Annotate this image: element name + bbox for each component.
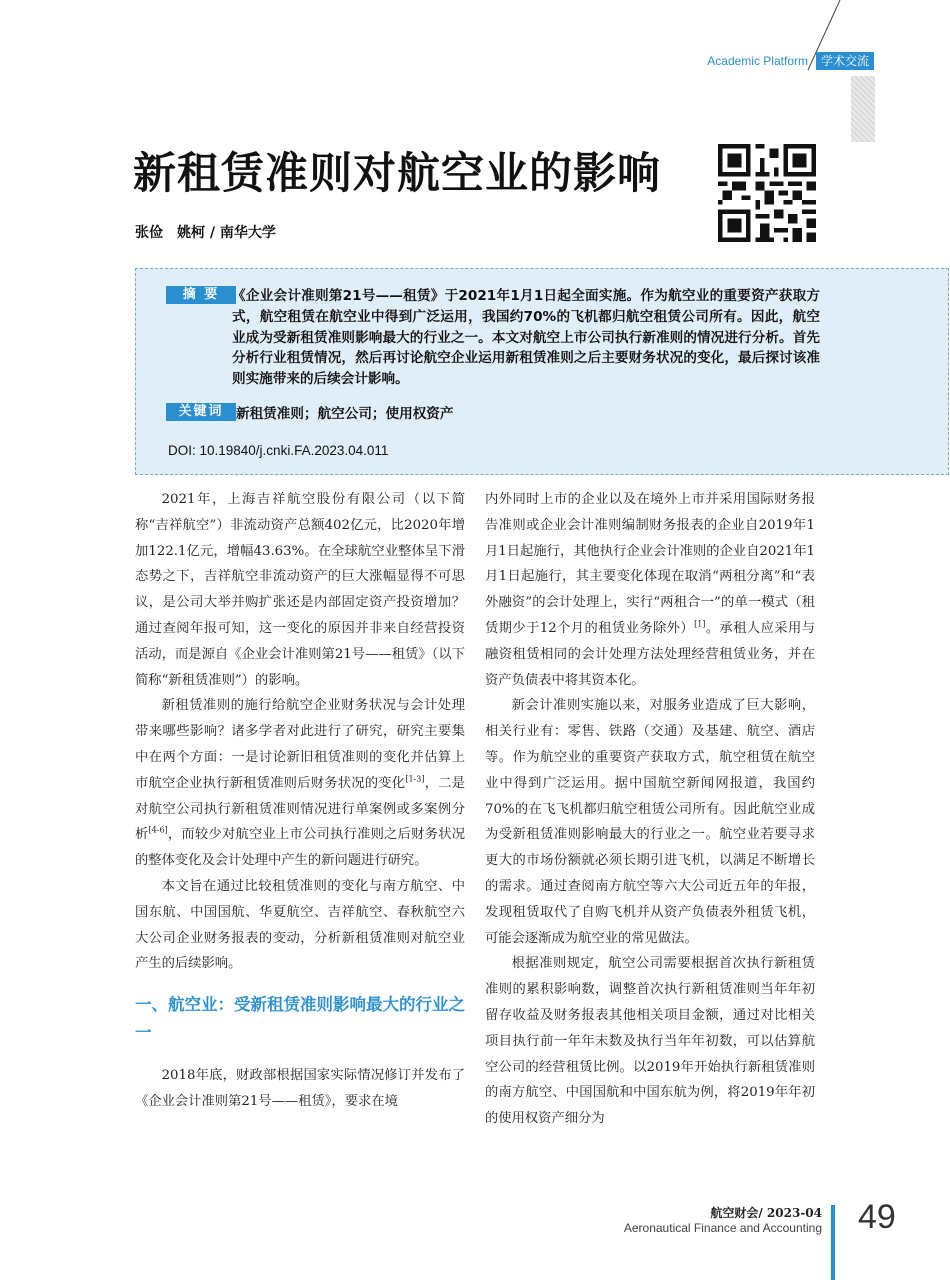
qr-code-icon — [718, 144, 816, 242]
body-paragraph: 2018年底，财政部根据国家实际情况修订并发布了《企业会计准则第21号——租赁》，要求在境 — [135, 1068, 465, 1109]
body-paragraph: 内外同时上市的企业以及在境外上市并采用国际财务报告准则或企业会计准则编制财务报表的企业自2019年1月1日起施行，其他执行企业会计准则的企业自2021年1月1日起施行，其主要变化体现在取消“两租分离”和“表外融资”的会计处理上，实行“两租合一”的单一模式（租赁期少于12个月的租赁业务除外）[1]。承租人应采用与融资租赁相同的会计处理方法处理经营租赁业务，并在资产负债表中将其资本化。 — [485, 492, 815, 688]
footer-journal-en: Aeronautical Finance and Accounting — [623, 1221, 822, 1235]
abstract-label: 摘 要 — [166, 286, 236, 304]
header-cn-label: 学术交流 — [816, 52, 874, 70]
doi-text: DOI: 10.19840/j.cnki.FA.2023.04.011 — [168, 443, 389, 458]
abstract-text: 《企业会计准则第21号——租赁》于2021年1月1日起全面实施。作为航空业的重要资产获取方式，航空租赁在航空业中得到广泛运用，我国约70%的飞机都归航空租赁公司所有。因此，航空业成为受新租赁准则影响最大的行业之一。本文对航空上市公司执行新准则的情况进行分析。首先分析行业租赁情况，然后再讨论航空企业运用新租赁准则之后主要财务状况的变化，最后探讨该准则实施带来的后续会计影响。 — [232, 288, 820, 388]
body-paragraph: 2021年，上海吉祥航空股份有限公司（以下简称“吉祥航空”）非流动资产总额402亿元，比2020年增加122.1亿元，增幅43.63%。在全球航空业整体呈下滑态势之下，吉祥航空非流动资产的巨大涨幅显得不可思议，是公司大举并购扩张还是内部固定资产投资增加？通过查阅年报可知，这一变化的原因并非来自经营投资活动，而是源自《企业会计准则第21号——租赁》（以下简称“新租赁准则”）的影响。 — [135, 492, 465, 688]
body-paragraph: 新租赁准则的施行给航空企业财务状况与会计处理带来哪些影响？诸多学者对此进行了研究，研究主要集中在两个方面：一是讨论新旧租赁准则的变化并估算上市航空企业执行新租赁准则后财务状况的变化[1-3]，二是对航空公司执行新租赁准则情况进行单案例或多案例分析[4-6]，而较少对航空业上市公司执行准则之后财务状况的整体变化及会计处理中产生的新问题进行研究。 — [135, 698, 466, 869]
body-paragraph: 新会计准则实施以来，对服务业造成了巨大影响，相关行业有：零售、铁路（交通）及基建、航空、酒店等。作为航空业的重要资产获取方式，航空租赁在航空业中得到广泛运用。据中国航空新闻网报道，我国约70%的在飞飞机都归航空租赁公司所有。因此航空业成为受新租赁准则影响最大的行业之一。航空业若要寻求更大的市场份额就必须长期引进飞机，以满足不断增长的需求。通过查阅南方航空等六大公司近五年的年报，发现租赁取代了自购飞机并从资产负债表外租赁飞机，可能会逐渐成为航空业的常见做法。 — [485, 698, 815, 946]
header-en-label: Academic Platform — [707, 54, 808, 68]
article-title: 新租赁准则对航空业的影响 — [133, 149, 661, 199]
citation: [1-3] — [405, 774, 425, 784]
section-heading: 一、航空业：受新租赁准则影响最大的行业之一 — [135, 995, 465, 1043]
citation: [1] — [694, 619, 706, 629]
section-header-tag — [707, 52, 874, 70]
abstract-box — [135, 268, 949, 475]
citation: [4-6] — [148, 825, 168, 835]
keywords-text: 新租赁准则；航空公司；使用权资产 — [236, 406, 454, 422]
footer-accent-bar — [831, 1205, 835, 1280]
footer-journal: 航空财会/ 2023-04 — [710, 1206, 822, 1220]
body-paragraph: 本文旨在通过比较租赁准则的变化与南方航空、中国东航、中国国航、华夏航空、吉祥航空、春秋航空六大公司企业财务报表的变动，分析新租赁准则对航空业产生的后续影响。 — [135, 878, 465, 972]
decorative-gray-strip — [851, 76, 875, 142]
body-column-right — [485, 487, 815, 1132]
article-authors: 张俭 姚柯 / 南华大学 — [135, 225, 276, 241]
keywords-label: 关键词 — [166, 403, 236, 421]
page-number: 49 — [858, 1198, 896, 1236]
body-column-left — [135, 487, 465, 1115]
body-paragraph: 根据准则规定，航空公司需要根据首次执行新租赁准则的累积影响数，调整首次执行新租赁准则当年年初留存收益及财务报表其他相关项目金额，通过对比相关项目执行前一年年末数及执行当年年初数，可以估算航空公司的经营租赁比例。以2019年开始执行新租赁准则的南方航空、中国国航和中国东航为例，将2019年年初的使用权资产细分为 — [485, 956, 815, 1127]
